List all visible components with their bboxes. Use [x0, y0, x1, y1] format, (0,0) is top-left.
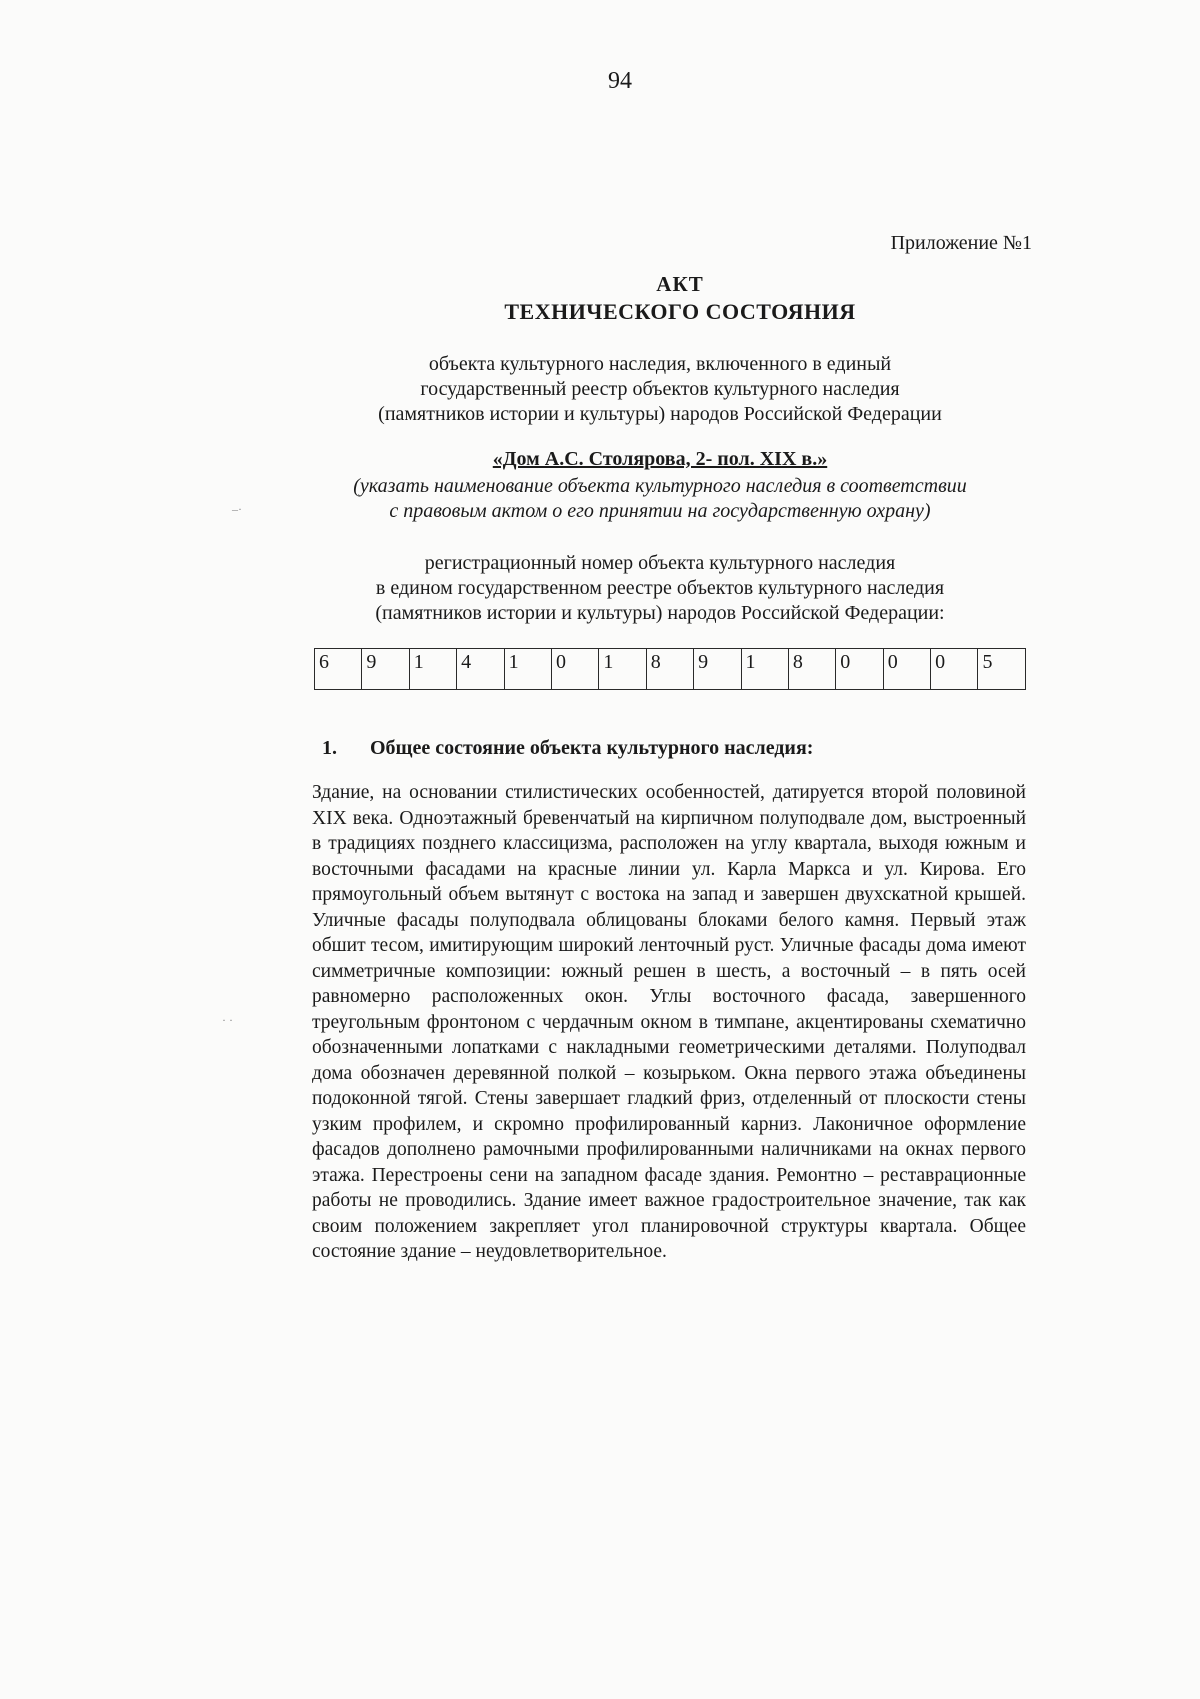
object-note-line: с правовым актом о его принятии на государственную охрану) — [389, 500, 931, 522]
registration-digit-cell: 1 — [741, 649, 788, 690]
registration-digit-cell: 0 — [551, 649, 598, 690]
title-block — [400, 272, 960, 325]
registration-digit-cell: 8 — [788, 649, 835, 690]
object-note-line: (указать наименование объекта культурного наследия в соответствии — [353, 475, 967, 497]
registration-text-line: регистрационный номер объекта культурного наследия — [424, 552, 896, 574]
registration-text-line: (памятников истории и культуры) народов Российской Федерации: — [375, 602, 945, 624]
subtitle-line: (памятников истории и культуры) народов Российской Федерации — [378, 403, 942, 425]
registration-digit-cell: 0 — [836, 649, 883, 690]
title-line-2: ТЕХНИЧЕСКОГО СОСТОЯНИЯ — [504, 299, 856, 324]
section-heading-text: Общее состояние объекта культурного наследия: — [370, 737, 814, 759]
title-line-1: АКТ — [656, 272, 704, 296]
registration-digit-cell: 5 — [978, 649, 1026, 690]
registration-digit-cell: 9 — [694, 649, 741, 690]
registration-number-row — [315, 649, 1026, 690]
section-body-text: Здание, на основании стилистических особенностей, датируется второй половиной XIX века. Одноэтажный бревенчатый на кирпичном полуподвале дом, выстроенный в традициях позднего классицизма, расположен на углу квартала, выходя южным и восточными фасадами на красные линии ул. Карла Маркса и ул. Кирова. Его прямоугольный объем вытянут с востока на запад и завершен двухскатной крышей. Уличные фасады полуподвала облицованы блоками белого камня. Первый этаж обшит тесом, имитирующим широкий ленточный руст. Уличные фасады дома имеют симметричные композиции: южный решен в шесть, а восточный – в пять осей равномерно расположенных окон. Углы восточного фасада, завершенного треугольным фронтоном с чердачным окном в тимпане, акцентированы схематично обозначенными лопатками с накладными геометрическими деталями. Полуподвал дома обозначен деревянной полкой – козырьком. Окна первого этажа объединены подоконной тягой. Стены завершает гладкий фриз, отделенный от плоскости стены узким профилем, и скромно профилированный карниз. Лаконичное оформление фасадов дополнено рамочными профилированными наличниками на окнах первого этажа. Перестроены сени на западном фасаде здания. Ремонтно – реставрационные работы не проводились. Здание имеет важное градостроительное значение, так как своим положением закрепляет угол планировочной структуры квартала. Общее состояние здание – неудовлетворительное. — [312, 782, 1026, 1262]
scan-mark: · · — [222, 1013, 233, 1027]
subtitle-line: государственный реестр объектов культурного наследия — [420, 378, 900, 400]
scan-mark: –· — [232, 502, 242, 516]
registration-digit-cell: 8 — [646, 649, 693, 690]
object-name: «Дом А.С. Столярова, 2- пол. XIX в.» — [492, 448, 828, 470]
registration-number-table — [314, 648, 1026, 690]
registration-digit-cell: 0 — [931, 649, 978, 690]
subtitle — [300, 352, 1020, 427]
object-note — [300, 474, 1020, 524]
page-number: 94 — [608, 68, 632, 94]
registration-digit-cell: 9 — [362, 649, 409, 690]
appendix-label: Приложение №1 — [890, 232, 1032, 254]
registration-digit-cell: 0 — [883, 649, 930, 690]
registration-digit-cell: 1 — [599, 649, 646, 690]
registration-text-line: в едином государственном реестре объектов культурного наследия — [375, 577, 945, 599]
registration-text — [300, 551, 1020, 626]
registration-digit-cell: 1 — [409, 649, 456, 690]
registration-digit-cell: 1 — [504, 649, 551, 690]
registration-digit-cell: 6 — [315, 649, 362, 690]
registration-digit-cell: 4 — [457, 649, 504, 690]
section-number: 1. — [322, 737, 337, 759]
subtitle-line: объекта культурного наследия, включенного в единый — [428, 353, 892, 375]
section-heading — [322, 737, 813, 760]
